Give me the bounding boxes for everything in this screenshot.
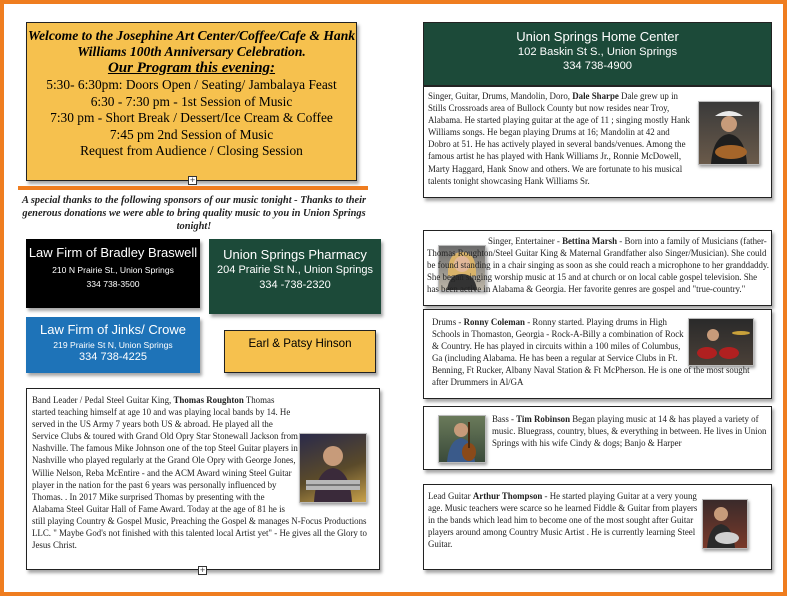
sponsor-address: 210 N Prairie St., Union Springs bbox=[52, 265, 174, 275]
store-union-springs-home-center bbox=[423, 22, 772, 86]
resize-handle[interactable]: + bbox=[199, 566, 206, 574]
bio-tim-robinson bbox=[423, 406, 772, 470]
store-address: 102 Baskin St S., Union Springs bbox=[517, 46, 678, 58]
divider bbox=[18, 186, 368, 190]
schedule-item: 7:30 pm - Short Break / Dessert/Ice Cream & Coffee bbox=[50, 110, 333, 126]
bio-thomas-roughton bbox=[26, 388, 380, 570]
bio-name: Bettina Marsh bbox=[562, 236, 618, 246]
bio-name: Ronny Coleman bbox=[463, 317, 525, 327]
sponsor-name: Union Springs Pharmacy bbox=[223, 247, 367, 262]
photo-spacer bbox=[698, 490, 770, 550]
schedule-item: Request from Audience / Closing Session bbox=[80, 143, 303, 159]
photo-spacer bbox=[690, 316, 768, 364]
schedule-item: 5:30- 6:30pm: Doors Open / Seating/ Jambalaya Feast bbox=[46, 77, 337, 92]
sponsor-hinson bbox=[224, 330, 376, 373]
photo-spacer bbox=[298, 394, 376, 504]
bio-name: Arthur Thompson bbox=[472, 491, 543, 501]
thanks-note: A special thanks to the following sponsors of our music tonight - Thanks to their generous donations we were able to bring quality music to you in Union Springs tonight! bbox=[21, 195, 367, 232]
sponsor-pharmacy bbox=[209, 239, 381, 314]
program-box bbox=[26, 22, 357, 181]
sponsor-phone: 334 738-3500 bbox=[86, 279, 140, 289]
bio-text: Dale grew up in Stills Crossroads area of Bullock County but now resides near Troy, Alabama. He started playing guitar at the age of 11 ; singing mostly Hank Williams songs. He began playing Drums at 16; Mandolin at 42 and Dobro at 51. He has actively played in several bands/venues. Among the famous artist he has played with Hank Williams Jr., Ronnie McDowell, Marty Haggard, Hank Snow and others. We are fortunate to his musical talents tonight showcasing Hank Williams Sr. bbox=[428, 91, 690, 186]
sponsor-bradley bbox=[26, 239, 200, 308]
bio-arthur-thompson bbox=[423, 484, 772, 570]
sponsor-name: Law Firm of Bradley Braswell bbox=[28, 245, 198, 260]
bio-role: Drums - bbox=[432, 317, 464, 327]
schedule-item: 6:30 - 7:30 pm - 1st Session of Music bbox=[90, 93, 293, 109]
bio-role: Singer, Entertainer - bbox=[488, 236, 563, 246]
sponsor-address: 219 Prairie St N, Union Springs bbox=[53, 340, 173, 350]
bio-name: Dale Sharpe bbox=[572, 91, 619, 101]
bio-bettina-marsh bbox=[423, 230, 772, 306]
sponsor-phone: 334 -738-2320 bbox=[259, 278, 331, 291]
bio-dale-sharpe bbox=[423, 86, 772, 198]
sponsor-jinks bbox=[26, 317, 200, 373]
bio-role: Singer, Guitar, Drums, Mandolin, Doro, bbox=[428, 91, 573, 101]
bio-text: Thomas started teaching himself at age 10 and was playing local bands by 14. He served in the US Army 7 years both US & abroad. He played all the Service Clubs & toured with Grand Old Opry Star Stonewall Jackson from Nashville. The famous Mike Johnson one of the top Steel Guitar players in Nashville who played regularly at the Grand Ole Opry with George Jones, Willie Nelson, Reba McEntire - and the ACM Award wining Steel Guitar player in the nation for the past 6 years was personally influenced by Thomas. . In 2017 Mike surprised Thomas by presenting with the Alabama Steel Guitar Hall of Fame Award. Today at the age of 81 he is still playing Country & Gospel Music, Preaching the Gospel & manages N-Focus Productions LLC. " Maybe God's not finished with this talented local Artist yet" - He gives all the Glory to Jesus Christ. bbox=[32, 395, 367, 551]
bio-text: - Born into a family of Musicians (father-Thomas Roughton/Steel Guitar King & Maternal Grandfather also Singer/Musician). She could be found standing in a chair singing as soon as she could reach a microphone to her granddaddy. She began singing worship music at 15 and at church or on local cable gospel television. She has been active in Alabama & Georgia. Her favorite genres are gospel and "true-country." bbox=[427, 236, 770, 295]
schedule-item: 7:45 pm 2nd Session of Music bbox=[109, 126, 274, 142]
bio-name: Tim Robinson bbox=[516, 414, 571, 424]
resize-handle[interactable]: + bbox=[189, 176, 196, 184]
spacer bbox=[432, 413, 492, 463]
bio-text: Began playing music at 14 & has played a variety of music. Bluegrass, country, blues, & everything in between. He lives in Union Springs with his wife Cindy & dogs; Banjo & Harper bbox=[492, 414, 767, 449]
bio-name: Thomas Roughton bbox=[173, 395, 244, 405]
sponsor-address: 204 Prairie St N., Union Springs bbox=[217, 264, 373, 276]
sponsor-phone: 334 738-4225 bbox=[79, 351, 147, 363]
bio-role: Bass - bbox=[492, 414, 517, 424]
bio-text: - He started playing Guitar at a very young age. Music teachers were scarce so he learned Fiddle & Guitar from players in the bands which lead him to become one of the most sought after Guitar players around among Country Music Artist . He is currently learning Steel Guitar. bbox=[428, 491, 698, 550]
spacer bbox=[427, 235, 488, 247]
store-phone: 334 738-4900 bbox=[562, 60, 633, 72]
bio-role: Band Leader / Pedal Steel Guitar King, bbox=[32, 395, 174, 405]
bio-role: Lead Guitar bbox=[428, 491, 473, 501]
bio-text: - Ronny started. Playing drums in High Schools in Thomaston, Georgia - Rock-A-Billy a combination of Rock & Country. He has played in circuits within a 100 miles of Columbus, Ga (including Alabama. He has been a regular at Service Clubs in Ft. Benning, Ft Rucker, Albany Naval Station & Ft McPherson. He is one of the most sought after Drummers in Al/GA bbox=[432, 317, 750, 388]
store-name: Union Springs Home Center bbox=[516, 29, 679, 44]
photo-spacer bbox=[692, 90, 766, 166]
sponsor-name: Earl & Patsy Hinson bbox=[248, 337, 352, 350]
bio-ronny-coleman bbox=[423, 309, 772, 399]
sponsor-name: Law Firm of Jinks/ Crowe bbox=[40, 322, 186, 337]
program-title: Welcome to the Josephine Art Center/Coffee/Cafe & Hank Williams 100th Anniversary Celebration. bbox=[27, 28, 356, 59]
program-heading: Our Program this evening: bbox=[107, 60, 276, 76]
